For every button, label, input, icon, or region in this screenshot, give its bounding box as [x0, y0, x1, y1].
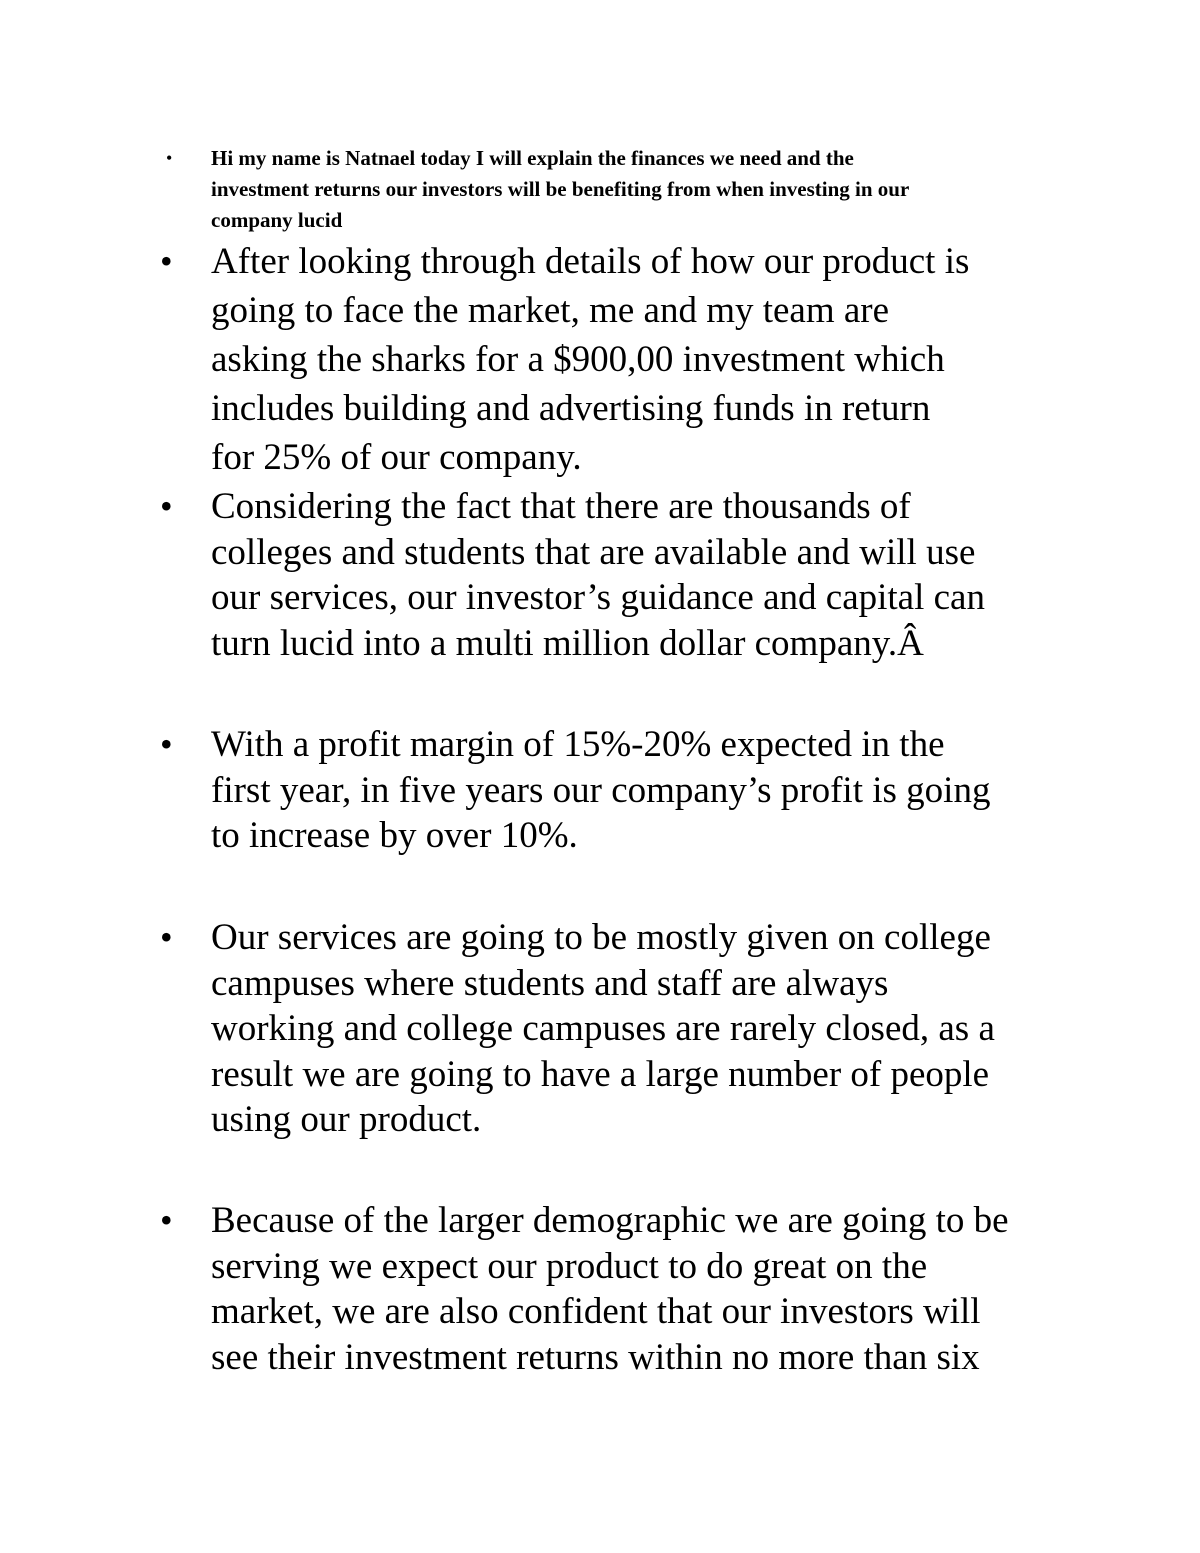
bullet-marker: • — [166, 148, 173, 168]
bullet-text: Because of the larger demographic we are going to be serving we expect our product to do great on the market, we are also confident that our investors will see their investment returns within no more than six — [211, 1200, 1009, 1378]
bullet-marker: • — [160, 917, 173, 957]
bullet-marker: • — [160, 1200, 173, 1240]
bullet-marker: • — [160, 486, 173, 526]
bullet-marker: • — [160, 241, 173, 281]
bullet-marker: • — [160, 724, 173, 764]
bullet-text: After looking through details of how our product is going to face the market, me and my team are asking the sharks for a $900,00 investment which includes building and advertising funds in return for 25% of our company. — [211, 241, 970, 478]
bullet-text: Hi my name is Natnael today I will explain the finances we need and the investment returns our investors will be benefiting from when investing in our company lucid — [211, 146, 910, 232]
bullet-text: Considering the fact that there are thousands of colleges and students that are available and will use our services, our investor’s guidance and capital can turn lucid into a multi million dollar company.Â — [211, 486, 985, 664]
bullet-text: Our services are going to be mostly given on college campuses where students and staff are always working and college campuses are rarely closed, as a result we are going to have a large number of people using our product. — [211, 917, 995, 1140]
bullet-text: With a profit margin of 15%-20% expected in the first year, in five years our company’s profit is going to increase by over 10%. — [211, 724, 991, 856]
